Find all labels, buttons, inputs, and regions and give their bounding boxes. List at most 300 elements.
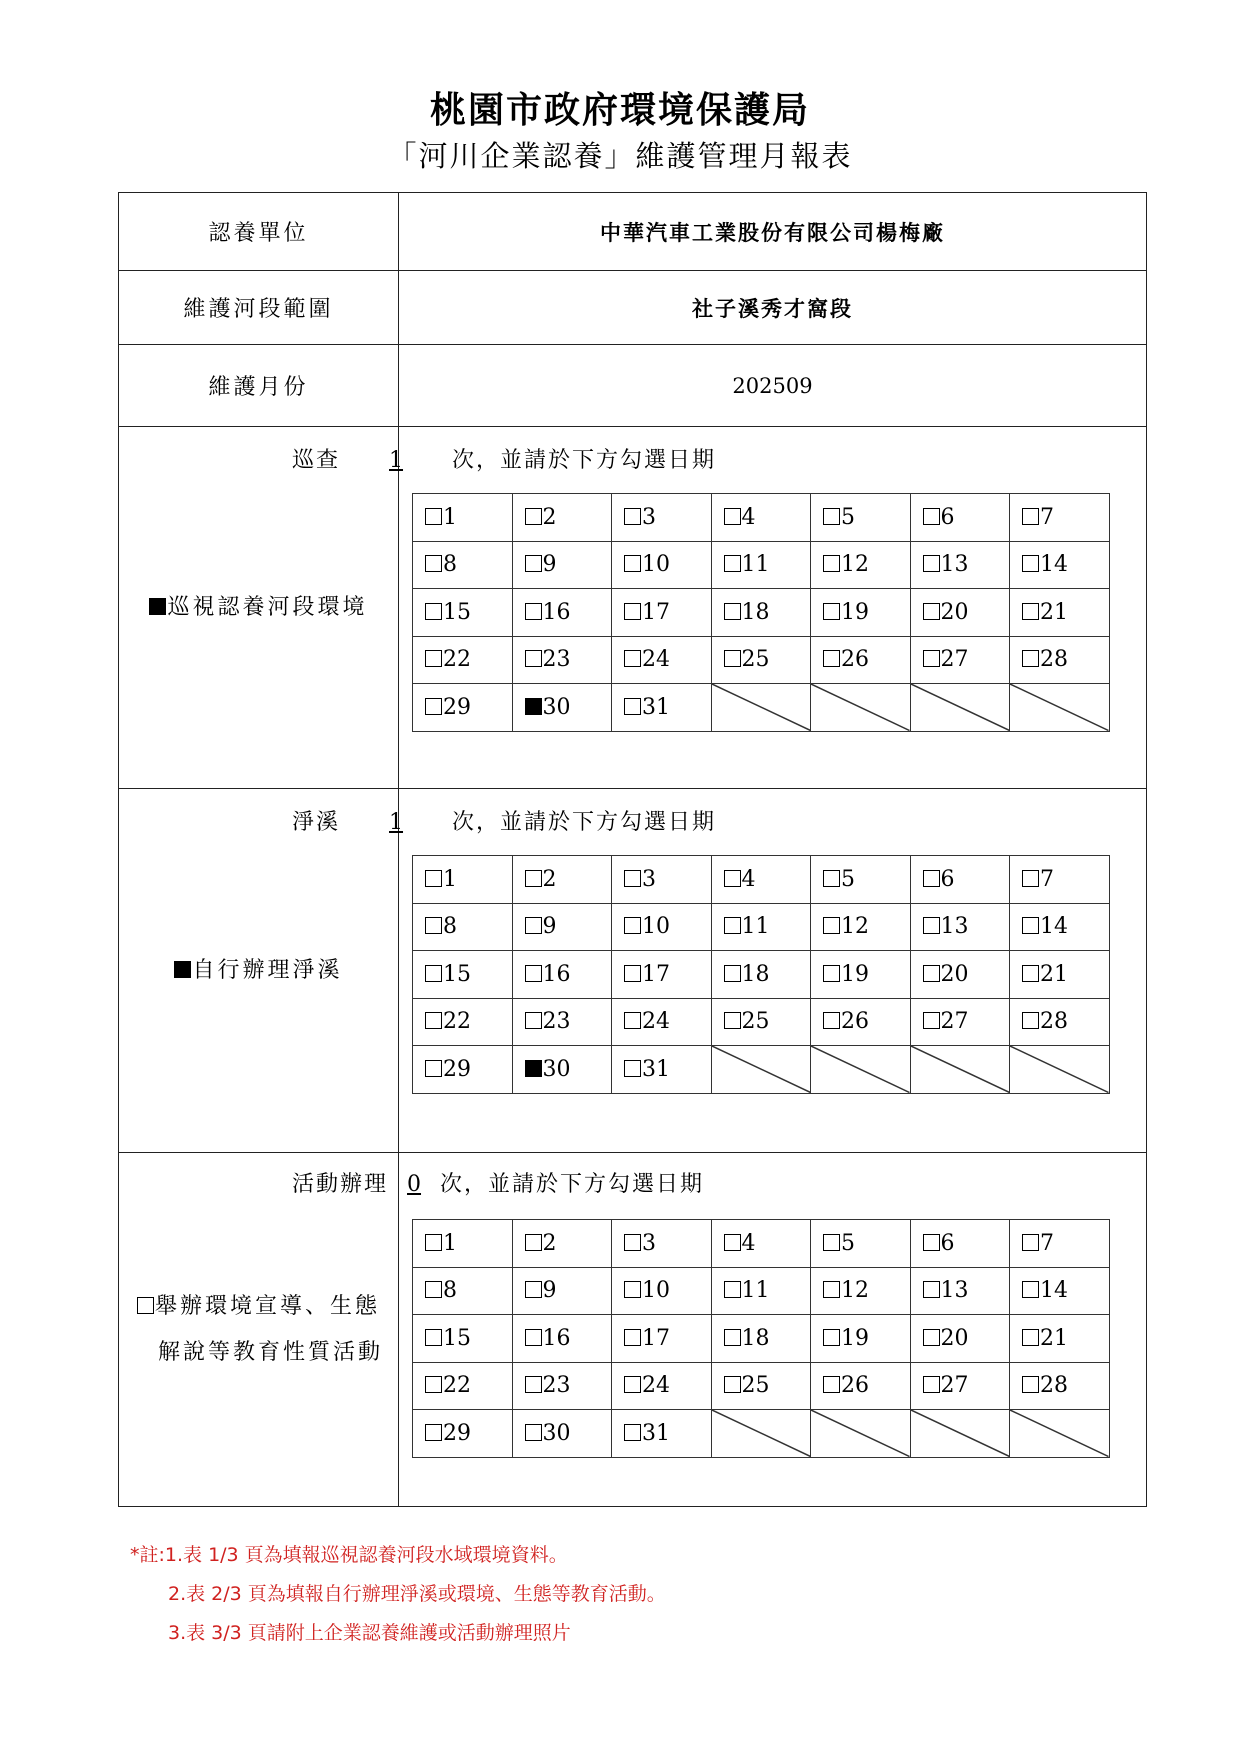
activity-day-cell[interactable]: [711, 1362, 811, 1410]
day-checkbox[interactable]: [724, 1329, 741, 1346]
day-number: 21: [1040, 599, 1068, 625]
note-line-3: 3.表 3/3 頁請附上企業認養維護或活動辦理照片: [168, 1622, 571, 1644]
day-number: 24: [642, 647, 670, 673]
patrol-day-cell[interactable]: [413, 636, 513, 684]
day-checkbox[interactable]: [624, 1424, 641, 1441]
day-checkbox[interactable]: [624, 1234, 641, 1251]
day-checkbox[interactable]: [823, 603, 840, 620]
patrol-label: 巡視認養河段環境: [167, 594, 368, 620]
patrol-checkbox[interactable]: [149, 598, 166, 615]
cleanup-day-cell[interactable]: [1010, 951, 1110, 999]
activity-day-cell[interactable]: [711, 1220, 811, 1268]
diagonal-line: [712, 1410, 811, 1457]
cleanup-empty-cell: [910, 1046, 1010, 1094]
day-checkbox[interactable]: [624, 650, 641, 667]
day-number: 21: [1040, 961, 1068, 987]
cleanup-empty-cell: [1010, 1046, 1110, 1094]
day-checkbox[interactable]: [923, 917, 940, 934]
cleanup-day-cell[interactable]: [711, 856, 811, 904]
patrol-day-cell[interactable]: [413, 494, 513, 542]
day-number: 17: [642, 961, 670, 987]
patrol-day-cell[interactable]: [811, 589, 911, 637]
day-number: 13: [940, 1278, 969, 1304]
day-checkbox[interactable]: [923, 1234, 940, 1251]
day-checkbox[interactable]: [823, 1012, 840, 1029]
page-title: 桃園市政府環境保護局: [429, 89, 810, 131]
day-number: 21: [1040, 1325, 1068, 1351]
activity-empty-cell: [910, 1410, 1010, 1458]
day-checkbox[interactable]: [724, 1281, 741, 1298]
day-checkbox[interactable]: [724, 603, 741, 620]
day-checkbox[interactable]: [425, 1329, 442, 1346]
patrol-day-cell[interactable]: [910, 494, 1010, 542]
day-number: 14: [1040, 914, 1068, 940]
day-checkbox[interactable]: [923, 1281, 940, 1298]
cleanup-day-cell[interactable]: [711, 998, 811, 1046]
patrol-count-suffix: 次，並請於下方勾選日期: [452, 448, 717, 473]
day-checkbox[interactable]: [923, 965, 940, 982]
day-checkbox[interactable]: [525, 650, 542, 667]
day-checkbox[interactable]: [525, 555, 542, 572]
day-checkbox[interactable]: [525, 1281, 542, 1298]
month-label: 維護月份: [119, 345, 399, 427]
cleanup-count-suffix: 次，並請於下方勾選日期: [452, 810, 717, 835]
day-checkbox[interactable]: [525, 1376, 542, 1393]
day-number: 22: [443, 647, 471, 673]
activity-label-line1: 舉辦環境宣導、生態: [154, 1293, 380, 1319]
patrol-day-cell[interactable]: [612, 589, 712, 637]
day-number: 29: [443, 694, 471, 720]
patrol-day-cell[interactable]: [1010, 541, 1110, 589]
diagonal-line: [712, 684, 811, 731]
day-number: 28: [1040, 647, 1068, 673]
note-line-1: *註:1.表 1/3 頁為填報巡視認養河段水域環境資料。: [130, 1544, 568, 1566]
cleanup-day-cell[interactable]: [910, 903, 1010, 951]
day-number: 9: [542, 552, 557, 578]
activity-day-cell[interactable]: [512, 1362, 612, 1410]
activity-day-cell[interactable]: [413, 1220, 513, 1268]
patrol-day-cell[interactable]: [910, 541, 1010, 589]
cleanup-day-cell[interactable]: [512, 1046, 612, 1094]
day-checkbox[interactable]: [1022, 1329, 1039, 1346]
cleanup-day-cell[interactable]: [910, 998, 1010, 1046]
month-value[interactable]: 202509: [399, 345, 1147, 427]
day-checkbox[interactable]: [425, 1012, 442, 1029]
day-number: 4: [741, 866, 756, 892]
cleanup-day-cell[interactable]: [711, 951, 811, 999]
cleanup-day-cell[interactable]: [413, 856, 513, 904]
cleanup-grid-row: [413, 903, 1110, 951]
day-number: 3: [642, 866, 656, 892]
day-checkbox[interactable]: [724, 555, 741, 572]
day-checkbox[interactable]: [823, 1281, 840, 1298]
day-checkbox[interactable]: [525, 1234, 542, 1251]
diagonal-line: [911, 1046, 1010, 1093]
activity-grid-row: [413, 1410, 1110, 1458]
day-checkbox[interactable]: [425, 508, 442, 525]
cleanup-day-cell[interactable]: [612, 1046, 712, 1094]
unit-value[interactable]: 中華汽車工業股份有限公司楊梅廠: [399, 193, 1147, 271]
activity-day-cell[interactable]: [612, 1267, 712, 1315]
day-number: 7: [1040, 504, 1054, 530]
patrol-day-cell[interactable]: [512, 636, 612, 684]
patrol-day-cell[interactable]: [910, 589, 1010, 637]
day-checkbox[interactable]: [624, 555, 641, 572]
day-checkbox[interactable]: [823, 917, 840, 934]
day-checkbox[interactable]: [624, 917, 641, 934]
day-number: 26: [841, 1373, 869, 1399]
day-number: 5: [841, 504, 855, 530]
day-checkbox[interactable]: [425, 965, 442, 982]
cleanup-day-cell[interactable]: [910, 856, 1010, 904]
river-section-value[interactable]: 社子溪秀才窩段: [399, 271, 1147, 345]
day-checkbox[interactable]: [1022, 965, 1039, 982]
day-checkbox[interactable]: [525, 917, 542, 934]
day-number: 25: [741, 1373, 770, 1399]
day-checkbox[interactable]: [823, 508, 840, 525]
day-number: 31: [642, 1056, 670, 1082]
activity-day-cell[interactable]: [811, 1267, 911, 1315]
day-checkbox[interactable]: [1022, 650, 1039, 667]
day-checkbox[interactable]: [525, 698, 542, 715]
patrol-day-cell[interactable]: [811, 541, 911, 589]
day-checkbox[interactable]: [724, 1376, 741, 1393]
day-number: 25: [741, 1009, 770, 1035]
day-checkbox[interactable]: [823, 1329, 840, 1346]
day-checkbox[interactable]: [923, 1329, 940, 1346]
day-checkbox[interactable]: [624, 1012, 641, 1029]
diagonal-line: [811, 1046, 910, 1093]
day-number: 23: [542, 1373, 571, 1399]
day-checkbox[interactable]: [724, 508, 741, 525]
day-checkbox[interactable]: [823, 555, 840, 572]
day-checkbox[interactable]: [425, 555, 442, 572]
day-number: 26: [841, 647, 869, 673]
cleanup-day-cell[interactable]: [711, 903, 811, 951]
patrol-day-cell[interactable]: [612, 684, 712, 732]
patrol-day-cell[interactable]: [612, 636, 712, 684]
day-checkbox[interactable]: [823, 965, 840, 982]
patrol-day-cell[interactable]: [512, 589, 612, 637]
day-number: 17: [642, 1325, 670, 1351]
patrol-day-cell[interactable]: [711, 589, 811, 637]
cleanup-grid-row: [413, 856, 1110, 904]
note-line-2: 2.表 2/3 頁為填報自行辦理淨溪或環境、生態等教育活動。: [168, 1583, 666, 1605]
activity-day-cell[interactable]: [413, 1267, 513, 1315]
day-number: 20: [940, 961, 969, 987]
day-checkbox[interactable]: [425, 1424, 442, 1441]
cleanup-checkbox[interactable]: [174, 961, 191, 978]
patrol-day-cell[interactable]: [512, 684, 612, 732]
day-checkbox[interactable]: [624, 508, 641, 525]
day-checkbox[interactable]: [525, 1424, 542, 1441]
activity-date-grid: [412, 1219, 1110, 1458]
activity-day-cell[interactable]: [612, 1220, 712, 1268]
day-number: 11: [741, 552, 770, 578]
day-checkbox[interactable]: [724, 965, 741, 982]
patrol-day-cell[interactable]: [711, 541, 811, 589]
day-checkbox[interactable]: [525, 965, 542, 982]
day-checkbox[interactable]: [425, 1060, 442, 1077]
activity-empty-cell: [711, 1410, 811, 1458]
activity-day-cell[interactable]: [612, 1410, 712, 1458]
day-number: 26: [841, 1009, 869, 1035]
activity-day-cell[interactable]: [1010, 1362, 1110, 1410]
activity-day-cell[interactable]: [512, 1220, 612, 1268]
day-checkbox[interactable]: [823, 1376, 840, 1393]
day-number: 22: [443, 1373, 471, 1399]
patrol-grid-row: [413, 636, 1110, 684]
activity-day-cell[interactable]: [910, 1362, 1010, 1410]
day-checkbox[interactable]: [1022, 1234, 1039, 1251]
activity-day-cell[interactable]: [711, 1267, 811, 1315]
day-checkbox[interactable]: [724, 1234, 741, 1251]
day-number: 11: [741, 1278, 770, 1304]
activity-count-field[interactable]: 0: [407, 1172, 422, 1197]
cleanup-label: 自行辦理淨溪: [192, 957, 343, 983]
footnotes: [130, 1536, 666, 1653]
day-number: 7: [1040, 1230, 1054, 1256]
day-checkbox[interactable]: [425, 603, 442, 620]
activity-count-suffix: 次，並請於下方勾選日期: [440, 1172, 705, 1197]
day-checkbox[interactable]: [923, 603, 940, 620]
activity-day-cell[interactable]: [910, 1315, 1010, 1363]
day-checkbox[interactable]: [823, 870, 840, 887]
day-checkbox[interactable]: [923, 508, 940, 525]
cleanup-day-cell[interactable]: [1010, 903, 1110, 951]
day-number: 12: [841, 914, 869, 940]
cleanup-day-cell[interactable]: [1010, 998, 1110, 1046]
day-number: 15: [443, 1325, 471, 1351]
diagonal-line: [712, 1046, 811, 1093]
day-checkbox[interactable]: [624, 1329, 641, 1346]
day-number: 6: [940, 1230, 955, 1256]
patrol-day-cell[interactable]: [413, 589, 513, 637]
activity-day-cell[interactable]: [811, 1362, 911, 1410]
day-number: 13: [940, 552, 969, 578]
day-checkbox[interactable]: [525, 1012, 542, 1029]
day-number: 29: [443, 1056, 471, 1082]
day-checkbox[interactable]: [823, 1234, 840, 1251]
cleanup-day-cell[interactable]: [612, 998, 712, 1046]
activity-day-cell[interactable]: [413, 1315, 513, 1363]
cleanup-empty-cell: [711, 1046, 811, 1094]
day-checkbox[interactable]: [624, 1281, 641, 1298]
day-checkbox[interactable]: [624, 1376, 641, 1393]
day-checkbox[interactable]: [425, 917, 442, 934]
day-number: 27: [940, 1373, 969, 1399]
activity-day-cell[interactable]: [512, 1315, 612, 1363]
activity-day-cell[interactable]: [1010, 1220, 1110, 1268]
cleanup-day-cell[interactable]: [811, 998, 911, 1046]
patrol-day-cell[interactable]: [910, 636, 1010, 684]
day-number: 27: [940, 647, 969, 673]
patrol-day-cell[interactable]: [711, 636, 811, 684]
day-number: 6: [940, 504, 955, 530]
cleanup-day-cell[interactable]: [512, 998, 612, 1046]
cleanup-day-cell[interactable]: [413, 951, 513, 999]
day-checkbox[interactable]: [1022, 1012, 1039, 1029]
day-checkbox[interactable]: [425, 1281, 442, 1298]
day-number: 10: [642, 914, 670, 940]
day-checkbox[interactable]: [624, 603, 641, 620]
unit-label: 認養單位: [119, 193, 399, 271]
activity-label-cell: [119, 1153, 399, 1507]
day-number: 30: [542, 1056, 571, 1082]
patrol-day-cell[interactable]: [612, 541, 712, 589]
patrol-day-cell[interactable]: [811, 636, 911, 684]
day-number: 15: [443, 599, 471, 625]
day-number: 16: [542, 1325, 571, 1351]
day-checkbox[interactable]: [624, 698, 641, 715]
activity-day-cell[interactable]: [811, 1220, 911, 1268]
day-checkbox[interactable]: [923, 1376, 940, 1393]
cleanup-day-cell[interactable]: [612, 951, 712, 999]
day-checkbox[interactable]: [923, 1012, 940, 1029]
activity-grid-row: [413, 1267, 1110, 1315]
activity-day-cell[interactable]: [1010, 1267, 1110, 1315]
patrol-day-cell[interactable]: [811, 494, 911, 542]
patrol-day-cell[interactable]: [413, 684, 513, 732]
cleanup-day-cell[interactable]: [910, 951, 1010, 999]
page-subtitle: 「河川企業認養」維護管理月報表: [387, 139, 853, 173]
activity-day-cell[interactable]: [910, 1220, 1010, 1268]
patrol-day-cell[interactable]: [1010, 636, 1110, 684]
day-checkbox[interactable]: [425, 1376, 442, 1393]
day-number: 6: [940, 866, 955, 892]
day-checkbox[interactable]: [425, 698, 442, 715]
day-number: 19: [841, 961, 869, 987]
patrol-day-cell[interactable]: [1010, 494, 1110, 542]
cleanup-day-cell[interactable]: [413, 903, 513, 951]
day-checkbox[interactable]: [823, 650, 840, 667]
day-checkbox[interactable]: [525, 1329, 542, 1346]
day-checkbox[interactable]: [724, 1012, 741, 1029]
day-number: 4: [741, 504, 756, 530]
cleanup-day-cell[interactable]: [811, 856, 911, 904]
day-number: 2: [542, 504, 557, 530]
activity-empty-cell: [811, 1410, 911, 1458]
cleanup-day-cell[interactable]: [612, 903, 712, 951]
day-number: 31: [642, 694, 670, 720]
day-checkbox[interactable]: [425, 650, 442, 667]
activity-label-line2: 解說等教育性質活動: [157, 1339, 383, 1365]
day-checkbox[interactable]: [724, 870, 741, 887]
day-number: 14: [1040, 552, 1068, 578]
day-checkbox[interactable]: [1022, 1281, 1039, 1298]
activity-checkbox[interactable]: [137, 1297, 154, 1314]
patrol-count-prefix: 巡查: [292, 448, 341, 473]
day-number: 5: [841, 866, 855, 892]
day-checkbox[interactable]: [1022, 917, 1039, 934]
day-number: 24: [642, 1373, 670, 1399]
cleanup-day-cell[interactable]: [512, 856, 612, 904]
patrol-day-cell[interactable]: [413, 541, 513, 589]
patrol-grid-row: [413, 494, 1110, 542]
patrol-day-cell[interactable]: [512, 494, 612, 542]
day-checkbox[interactable]: [624, 1060, 641, 1077]
activity-day-cell[interactable]: [413, 1362, 513, 1410]
day-number: 9: [542, 1278, 557, 1304]
activity-grid-row: [413, 1315, 1110, 1363]
activity-day-cell[interactable]: [413, 1410, 513, 1458]
day-checkbox[interactable]: [1022, 603, 1039, 620]
patrol-day-cell[interactable]: [1010, 589, 1110, 637]
patrol-day-cell[interactable]: [612, 494, 712, 542]
cleanup-day-cell[interactable]: [811, 951, 911, 999]
day-number: 18: [741, 961, 770, 987]
day-number: 15: [443, 961, 471, 987]
day-checkbox[interactable]: [525, 508, 542, 525]
activity-day-cell[interactable]: [512, 1267, 612, 1315]
cleanup-day-cell[interactable]: [612, 856, 712, 904]
day-checkbox[interactable]: [525, 603, 542, 620]
cleanup-day-cell[interactable]: [413, 1046, 513, 1094]
day-number: 3: [642, 504, 656, 530]
day-number: 18: [741, 1325, 770, 1351]
diagonal-line: [1010, 684, 1109, 731]
day-checkbox[interactable]: [1022, 870, 1039, 887]
activity-day-cell[interactable]: [910, 1267, 1010, 1315]
cleanup-grid-row: [413, 998, 1110, 1046]
day-checkbox[interactable]: [425, 870, 442, 887]
day-number: 20: [940, 599, 969, 625]
patrol-empty-cell: [1010, 684, 1110, 732]
activity-day-cell[interactable]: [612, 1362, 712, 1410]
day-checkbox[interactable]: [923, 555, 940, 572]
day-number: 29: [443, 1420, 471, 1446]
cleanup-count-field[interactable]: 1: [389, 810, 404, 835]
activity-day-cell[interactable]: [512, 1410, 612, 1458]
day-checkbox[interactable]: [525, 870, 542, 887]
cleanup-day-cell[interactable]: [811, 903, 911, 951]
day-checkbox[interactable]: [724, 650, 741, 667]
patrol-day-cell[interactable]: [512, 541, 612, 589]
day-number: 16: [542, 599, 571, 625]
activity-day-cell[interactable]: [1010, 1315, 1110, 1363]
day-number: 13: [940, 914, 969, 940]
cleanup-day-cell[interactable]: [1010, 856, 1110, 904]
day-checkbox[interactable]: [525, 1060, 542, 1077]
day-number: 20: [940, 1325, 969, 1351]
cleanup-day-cell[interactable]: [512, 903, 612, 951]
day-checkbox[interactable]: [724, 917, 741, 934]
day-checkbox[interactable]: [1022, 508, 1039, 525]
activity-day-cell[interactable]: [612, 1315, 712, 1363]
cleanup-day-cell[interactable]: [512, 951, 612, 999]
patrol-grid-row: [413, 684, 1110, 732]
day-checkbox[interactable]: [923, 650, 940, 667]
day-number: 28: [1040, 1373, 1068, 1399]
patrol-day-cell[interactable]: [711, 494, 811, 542]
river-section-label: 維護河段範圍: [119, 271, 399, 345]
day-checkbox[interactable]: [624, 965, 641, 982]
patrol-count-line: [292, 443, 716, 474]
day-checkbox[interactable]: [425, 1234, 442, 1251]
patrol-count-field[interactable]: 1: [389, 448, 404, 473]
day-checkbox[interactable]: [923, 870, 940, 887]
day-number: 16: [542, 961, 571, 987]
day-number: 25: [741, 647, 770, 673]
activity-day-cell[interactable]: [811, 1315, 911, 1363]
day-checkbox[interactable]: [1022, 555, 1039, 572]
day-checkbox[interactable]: [624, 870, 641, 887]
patrol-date-grid: [412, 493, 1110, 732]
cleanup-day-cell[interactable]: [413, 998, 513, 1046]
activity-day-cell[interactable]: [711, 1315, 811, 1363]
cleanup-empty-cell: [811, 1046, 911, 1094]
day-checkbox[interactable]: [1022, 1376, 1039, 1393]
